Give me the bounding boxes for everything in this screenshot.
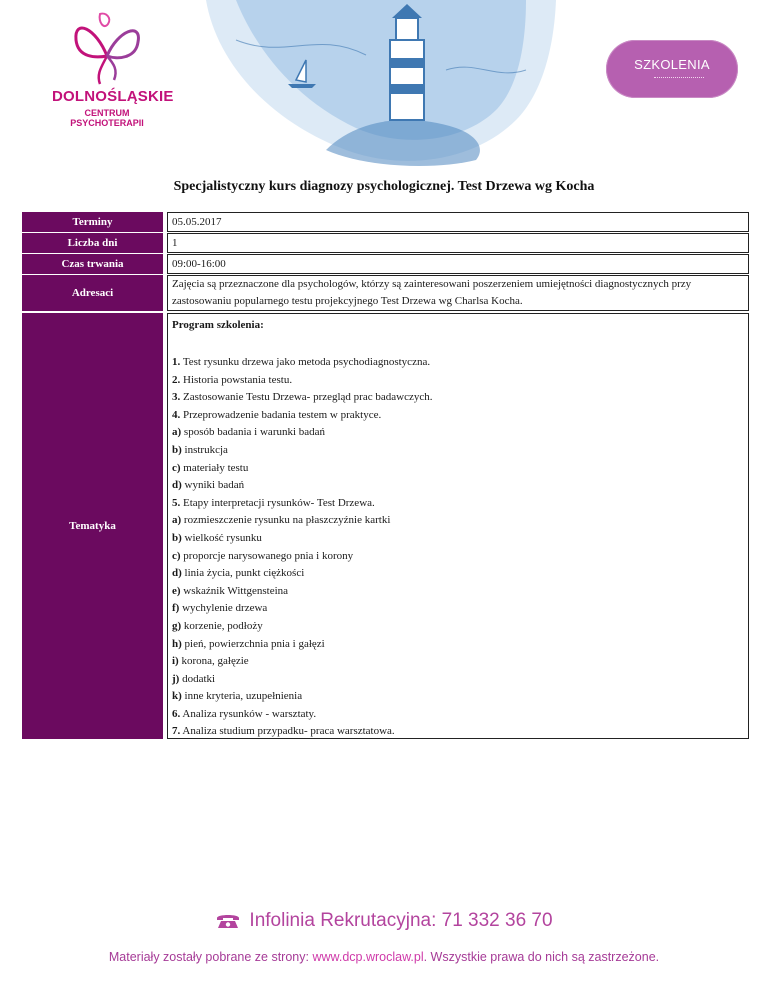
topic-marker: 1. <box>172 356 181 368</box>
topic-item <box>172 723 744 741</box>
topic-text: wskaźnik Wittgensteina <box>183 584 289 597</box>
value-tematyka <box>167 313 749 739</box>
infolinia-text: Infolinia Rekrutacyjna: 71 332 36 70 <box>249 910 553 931</box>
topic-item <box>172 600 744 618</box>
value-adresaci: Zajęcia są przeznaczone dla psychologów, którzy są zainteresowani poszerzeniem umiejętności diagnostycznych przy zastosowaniu popularnego testu projekcyjnego Test Drzewa wg Charlsa Kocha. <box>167 275 749 311</box>
topic-text: inne kryteria, uzupełnienia <box>184 690 303 703</box>
topic-marker: 4. <box>172 408 181 421</box>
topic-text: Zastosowanie Testu Drzewa- przegląd prac badawczych. <box>183 391 433 404</box>
row-tematyka <box>22 313 749 739</box>
topic-marker: i) <box>172 655 179 668</box>
topic-item <box>172 706 744 724</box>
topic-text: Analiza rysunków - warsztaty. <box>182 707 317 720</box>
value-terminy: 05.05.2017 <box>167 212 749 232</box>
topic-marker: c) <box>172 461 181 474</box>
topic-marker: k) <box>172 690 182 703</box>
infolinia <box>0 910 768 932</box>
topic-text: wyniki badań <box>184 479 245 492</box>
row-czas-trwania <box>22 254 749 274</box>
szkolenia-badge <box>606 40 738 98</box>
topic-item <box>172 653 744 671</box>
topic-marker: g) <box>172 619 182 632</box>
badge-underline <box>654 77 704 78</box>
topic-text: Analiza studium przypadku- praca warsztatowa. <box>182 725 395 738</box>
topic-text: dodatki <box>182 672 216 685</box>
topic-item <box>172 688 744 706</box>
label-czas-trwania: Czas trwania <box>22 254 163 274</box>
topic-text: wychylenie drzewa <box>182 602 268 615</box>
topic-text: materiały testu <box>183 461 249 474</box>
brand-logo <box>52 8 174 128</box>
topic-item <box>172 618 744 636</box>
topic-text: linia życia, punkt ciężkości <box>184 567 305 580</box>
logo-subtitle: CENTRUM PSYCHOTERAPII <box>70 108 144 128</box>
topic-item <box>172 548 744 566</box>
label-tematyka: Tematyka <box>22 313 163 739</box>
topic-marker: d) <box>172 567 182 580</box>
topic-item <box>172 407 744 425</box>
row-terminy <box>22 212 749 232</box>
topic-text: Historia powstania testu. <box>183 373 293 386</box>
topic-marker: d) <box>172 479 182 492</box>
topic-item <box>172 389 744 407</box>
topic-marker: 6. <box>172 707 181 720</box>
value-czas-trwania: 09:00-16:00 <box>167 254 749 274</box>
footer-note <box>0 950 768 964</box>
label-terminy: Terminy <box>22 212 163 232</box>
topic-marker: h) <box>172 637 182 650</box>
label-liczba-dni: Liczba dni <box>22 233 163 253</box>
topic-item <box>172 565 744 583</box>
topic-item <box>172 512 744 530</box>
document-title: Specjalistyczny kurs diagnozy psychologicznej. Test Drzewa wg Kocha <box>173 179 595 194</box>
topic-item <box>172 530 744 548</box>
topic-item <box>172 442 744 460</box>
topic-item <box>172 460 744 478</box>
topic-text: wielkość rysunku <box>184 531 262 544</box>
topic-marker: j) <box>172 672 180 685</box>
topic-text: proporcje narysowanego pnia i korony <box>183 549 354 562</box>
program-heading: Program szkolenia: <box>172 319 264 331</box>
footer-note-prefix: Materiały zostały pobrane ze strony: <box>108 950 313 964</box>
logo-title: DOLNOŚLĄSKIE <box>52 88 174 105</box>
topic-text: korzenie, podłoży <box>183 619 263 632</box>
topic-text: rozmieszczenie rysunku na płaszczyźnie kartki <box>183 514 391 527</box>
topic-marker: b) <box>172 531 182 544</box>
topic-marker: a) <box>172 426 182 439</box>
topics-list <box>172 354 744 741</box>
topic-marker: c) <box>172 549 181 562</box>
topic-marker: 3. <box>172 391 181 404</box>
topic-marker: a) <box>172 514 182 527</box>
topic-marker: 2. <box>172 373 181 386</box>
topic-marker: e) <box>172 584 181 597</box>
topic-marker: 5. <box>172 496 181 509</box>
topic-item <box>172 583 744 601</box>
topic-item <box>172 477 744 495</box>
topic-item <box>172 495 744 513</box>
topic-text: Etapy interpretacji rysunków- Test Drzewa. <box>183 496 375 509</box>
topic-marker: f) <box>172 602 180 615</box>
topic-item <box>172 354 744 372</box>
logo-butterfly-icon <box>66 8 148 88</box>
phone-icon <box>215 912 241 930</box>
topic-text: pień, powierzchnia pnia i gałęzi <box>184 637 325 650</box>
topic-text: Przeprowadzenie badania testem w praktyce. <box>183 408 382 421</box>
topic-item <box>172 636 744 654</box>
topic-text: korona, gałęzie <box>181 655 249 668</box>
topic-text: instrukcja <box>184 443 228 456</box>
topic-item <box>172 671 744 689</box>
label-adresaci: Adresaci <box>22 275 163 311</box>
value-liczba-dni: 1 <box>167 233 749 253</box>
topic-item <box>172 424 744 442</box>
topic-text: Test rysunku drzewa jako metoda psychodiagnostyczna. <box>182 356 431 368</box>
topic-marker: b) <box>172 443 182 456</box>
topic-text: sposób badania i warunki badań <box>183 426 326 439</box>
lighthouse-illustration <box>176 0 576 170</box>
footer-note-suffix: . Wszystkie prawa do nich są zastrzeżone. <box>423 950 660 964</box>
row-liczba-dni <box>22 233 749 253</box>
szkolenia-label: SZKOLENIA <box>634 57 710 72</box>
row-adresaci <box>22 275 749 311</box>
footer-link[interactable]: www.dcp.wroclaw.pl <box>312 950 424 964</box>
topic-marker: 7. <box>172 725 181 738</box>
topic-item <box>172 372 744 390</box>
